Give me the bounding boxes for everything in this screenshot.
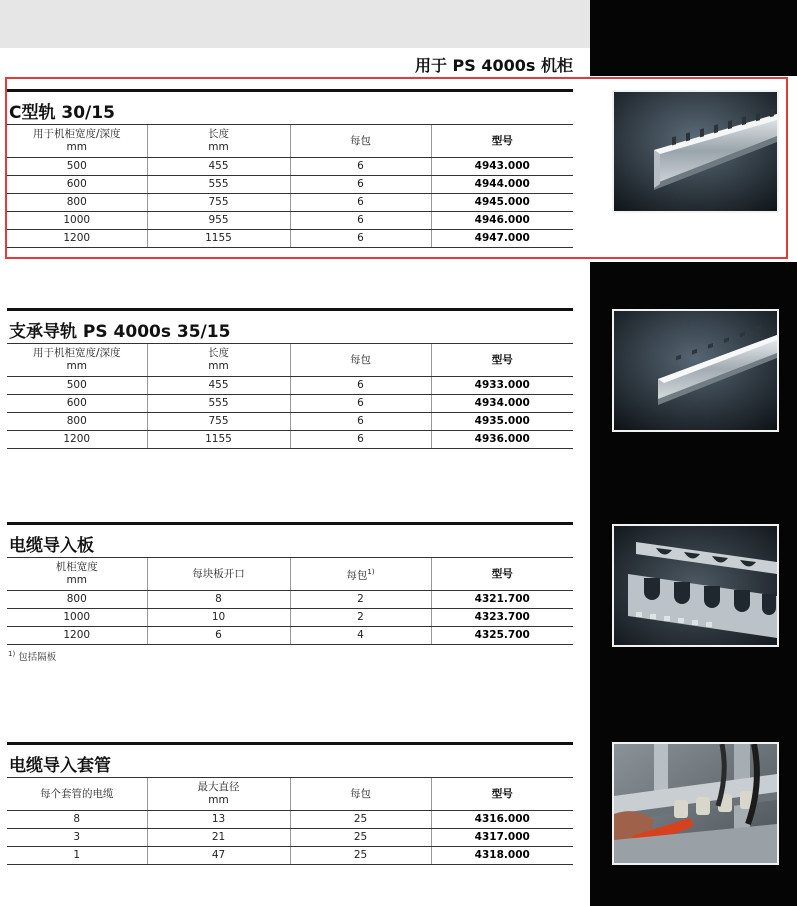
table-row [7,158,573,176]
cable-entry-plate-photo [612,524,779,647]
table-cell: 955 [147,212,290,230]
table-cell: 4947.000 [431,230,573,248]
column-header: 机柜宽度 mm [7,558,147,591]
table-cell: 4946.000 [431,212,573,230]
table-cell: 6 [290,413,431,431]
column-header: 型号 [431,778,573,811]
table-cell: 3 [7,829,147,847]
section-c-rail [7,89,573,248]
table-row [7,230,573,248]
column-header: 每个套管的电缆 [7,778,147,811]
table-cell: 600 [7,395,147,413]
column-header: 长度 mm [147,344,290,377]
c-rail-photo [612,90,779,213]
table-cell: 4944.000 [431,176,573,194]
table-header-row [7,344,573,377]
table-row [7,591,573,609]
table-cell: 4318.000 [431,847,573,865]
table-row [7,627,573,645]
table-cell: 800 [7,591,147,609]
table-cell: 1200 [7,627,147,645]
table-row [7,847,573,865]
table-cell: 4945.000 [431,194,573,212]
section-title: C型轨 30/15 [9,103,115,123]
table-row [7,413,573,431]
table-cell: 4933.000 [431,377,573,395]
table-cell: 800 [7,194,147,212]
section-cable-entry-plate [7,522,573,663]
table-cell: 2 [290,591,431,609]
table-cell: 755 [147,194,290,212]
table-cell: 6 [290,194,431,212]
table-cell: 4325.700 [431,627,573,645]
table-cell: 6 [290,230,431,248]
table-cell: 8 [147,591,290,609]
spec-table [7,558,573,645]
column-header: 型号 [431,558,573,591]
table-cell: 4321.700 [431,591,573,609]
table-cell: 555 [147,395,290,413]
table-cell: 500 [7,158,147,176]
table-row [7,829,573,847]
table-cell: 800 [7,413,147,431]
column-header: 每包 [290,125,431,158]
column-header: 型号 [431,125,573,158]
table-cell: 6 [290,158,431,176]
table-row [7,431,573,449]
spec-table [7,344,573,449]
table-cell: 13 [147,811,290,829]
section-support-rail [7,308,573,449]
table-cell: 4935.000 [431,413,573,431]
table-row [7,609,573,627]
column-header: 用于机柜宽度/深度 mm [7,125,147,158]
section-title: 支承导轨 PS 4000s 35/15 [9,322,231,342]
section-cable-gland [7,742,573,865]
table-row [7,377,573,395]
table-row [7,176,573,194]
table-cell: 1155 [147,230,290,248]
spec-table [7,778,573,865]
table-cell: 25 [290,829,431,847]
table-cell: 1200 [7,230,147,248]
table-cell: 4943.000 [431,158,573,176]
table-cell: 4934.000 [431,395,573,413]
table-cell: 47 [147,847,290,865]
footnote: $^{1)}$ 包括隔板 [8,649,57,663]
table-cell: 21 [147,829,290,847]
table-cell: 6 [290,377,431,395]
table-cell: 1200 [7,431,147,449]
column-header: 用于机柜宽度/深度 mm [7,344,147,377]
table-cell: 4936.000 [431,431,573,449]
column-header: 最大直径 mm [147,778,290,811]
table-row [7,395,573,413]
table-cell: 4 [290,627,431,645]
support-rail-photo [612,309,779,432]
column-header: 型号 [431,344,573,377]
cable-gland-photo [612,742,779,865]
table-cell: 6 [290,212,431,230]
table-cell: 755 [147,413,290,431]
table-header-row [7,778,573,811]
table-cell: 2 [290,609,431,627]
table-cell: 555 [147,176,290,194]
page-subtitle: 用于 PS 4000s 机柜 [414,56,573,75]
section-title: 电缆导入套管 [9,756,111,776]
table-cell: 25 [290,847,431,865]
table-cell: 1 [7,847,147,865]
spec-table [7,125,573,248]
table-cell: 6 [147,627,290,645]
table-row [7,212,573,230]
table-header-row [7,558,573,591]
table-header-row [7,125,573,158]
section-title: 电缆导入板 [9,536,94,556]
table-cell: 10 [147,609,290,627]
table-cell: 500 [7,377,147,395]
column-header: 长度 mm [147,125,290,158]
table-cell: 1000 [7,212,147,230]
column-header: 每包 [290,778,431,811]
table-cell: 6 [290,431,431,449]
table-row [7,194,573,212]
table-cell: 25 [290,811,431,829]
table-cell: 1000 [7,609,147,627]
table-cell: 455 [147,377,290,395]
table-row [7,811,573,829]
table-cell: 6 [290,176,431,194]
column-header: 每块板开口 [147,558,290,591]
table-cell: 455 [147,158,290,176]
header-bar [0,0,590,48]
table-cell: 8 [7,811,147,829]
table-cell: 4316.000 [431,811,573,829]
table-cell: 6 [290,395,431,413]
table-cell: 4317.000 [431,829,573,847]
table-cell: 4323.700 [431,609,573,627]
column-header: 每包 [290,344,431,377]
table-cell: 600 [7,176,147,194]
table-cell: 1155 [147,431,290,449]
column-header: 每包$^{1)}$ [290,558,431,591]
